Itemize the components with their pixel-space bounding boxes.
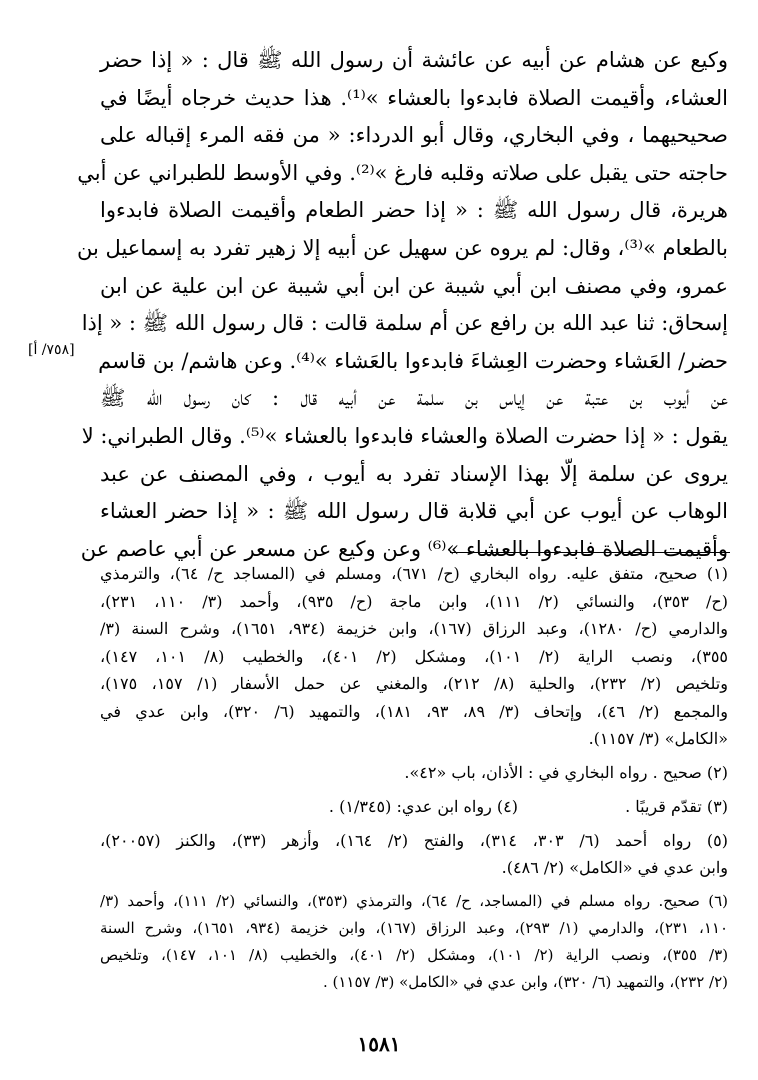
footnote-line: وابن عدي في «الكامل» (٢/ ٤٨٦). xyxy=(501,858,728,877)
footnote-line: (٣/ ٣٥٥)، ونصب الراية (٢/ ١٠١)، ومشكل (٢/ ٤٠١)، والخطيب (٨/ ١٠١، ١٤٧)، وتلخيص xyxy=(100,945,729,964)
footnote-line: وتلخيص (٢/ ٢٣٢)، والحلية (٨/ ٢١٢)، والمغني عن حمل الأسفار (١/ ١٥٧، ١٧٥)، xyxy=(100,674,728,693)
footnote-2 xyxy=(100,759,728,787)
text-line: هريرة، قال رسول الله ﷺ : « إذا حضر الطعام وأقيمت الصلاة فابدءوا xyxy=(100,198,728,223)
footnote-6 xyxy=(100,888,728,996)
footnote-line: ١١٠، ٢٣١)، والدارمي (١/ ٢٩٣)، وعبد الرزاق (١٦٧)، وابن خزيمة (٩٣٤، ١٦٥١)، وشرح السنة xyxy=(100,918,728,937)
text-line: يروى عن سلمة إلّا بهذا الإسناد تفرد به أيوب ، وفي المصنف عن عبد xyxy=(100,461,728,486)
text-line: العشاء، وأقيمت الصلاة فابدءوا بالعشاء »⁽¹⁾. هذا حديث خرجاه أيضًا في xyxy=(100,85,728,110)
footnote-line: (٢) صحيح . رواه البخاري في : الأذان، باب «٤٢». xyxy=(404,762,728,782)
footnote-3: (٣) تقدّم قريبًا . xyxy=(625,796,728,816)
footnote-5 xyxy=(100,827,728,882)
footnote-line: (٢/ ٢٣٢)، والتمهيد (٦/ ٣٢٠)، وابن عدي في «الكامل» (٣/ ١١٥٧) . xyxy=(322,972,728,991)
footnotes xyxy=(100,560,728,1002)
footnote-line: «الكامل» (٣/ ١١٥٧). xyxy=(588,729,728,748)
text-line: عن أيوب بن عتبة عن إياس بن سلمة عن أبيه قال : كان رسول الله ﷺ xyxy=(100,386,728,411)
footnote-3-4-row xyxy=(100,793,728,821)
footnote-line: (ح/ ٣٥٣)، والنسائي (٢/ ١١١)، وابن ماجة (ح/ ٩٣٥)، وأحمد (٣/ ١١٠، ٢٣١)، xyxy=(100,591,728,611)
text-line: وكيع عن هشام عن أبيه عن عائشة أن رسول الله ﷺ قال : « إذا حضر xyxy=(100,48,728,72)
footnote-line: والدارمي (ح/ ١٢٨٠)، وعبد الرزاق (١٦٧)، وابن خزيمة (٩٣٤، ١٦٥١)، وشرح السنة (٣/ xyxy=(100,619,729,638)
text-line: بالطعام »⁽³⁾، وقال: لم يروه عن سهيل عن أبيه إلا زهير تفرد به إسماعيل بن xyxy=(77,235,728,260)
text-line: وأقيمت الصلاة فابدءوا بالعشاء »⁽⁶⁾ وعن وكيع عن مسعر عن أبي عاصم عن xyxy=(80,536,728,561)
footnote-line: (٥) رواه أحمد (٦/ ٣٠٣، ٣١٤)، والفتح (٢/ ١٦٤)، وأزهر (٣٣)، والكنز (٢٠٠٥٧)، xyxy=(100,830,729,850)
footnote-line: ٣٥٥)، ونصب الراية (٢/ ١٠١)، ومشكل (٢/ ٤٠١)، والخطيب (٨/ ١٠١، ١٤٧)، xyxy=(100,646,728,666)
text-line: حضر/ العَشاء وحضرت العِشاءَ فابدءوا بالعَشاء »⁽⁴⁾. وعن هاشم/ بن قاسم xyxy=(98,348,728,373)
footnote-4: (٤) رواه ابن عدي: (١/٣٤٥) . xyxy=(328,796,518,816)
text-line: حاجته حتى يقبل على صلاته وقلبه فارغ »⁽²⁾. وفي الأوسط للطبراني عن أبي xyxy=(77,160,728,185)
text-line: يقول : « إذا حضرت الصلاة والعشاء فابدءوا بالعشاء »⁽⁵⁾. وقال الطبراني: لا xyxy=(81,423,728,448)
footnote-1 xyxy=(100,560,728,753)
text-line: إسحاق: ثنا عبد الله بن رافع عن أم سلمة قالت : قال رسول الله ﷺ : « إذا xyxy=(81,311,728,336)
footnote-line: والمجمع (٢/ ٤٦)، وإتحاف (٣/ ٨٩، ٩٣، ١٨١)، والتمهيد (٦/ ٣٢٠)، وابن عدي في xyxy=(100,701,729,721)
text-line: صحيحيهما ، وفي البخاري، وقال أبو الدرداء: « من فقه المرء إقباله على xyxy=(100,123,728,148)
main-text-body xyxy=(77,42,728,568)
footnote-line: (٦) صحيح. رواه مسلم في (المساجد، ح/ ٦٤)، والترمذي (٣٥٣)، والنسائي (٢/ ١١١)، وأحمد (٣/ xyxy=(100,891,728,910)
text-line: عمرو، وفي مصنف ابن أبي شيبة عن ابن أبي شيبة عن ابن علية عن ابن xyxy=(100,273,728,298)
manuscript-folio-marker: [٧٥٨/ أ] xyxy=(28,342,75,358)
page-number: ١٥٨١ xyxy=(357,1032,401,1056)
text-line: الوهاب عن أيوب عن أبي قلابة قال رسول الله ﷺ : « إذا حضر العشاء xyxy=(100,499,728,524)
footnote-separator xyxy=(450,552,730,553)
footnote-line: (١) صحيح، متفق عليه. رواه البخاري (ح/ ٦٧١)، ومسلم في (المساجد ح/ ٦٤)، والترمذي xyxy=(100,564,729,583)
